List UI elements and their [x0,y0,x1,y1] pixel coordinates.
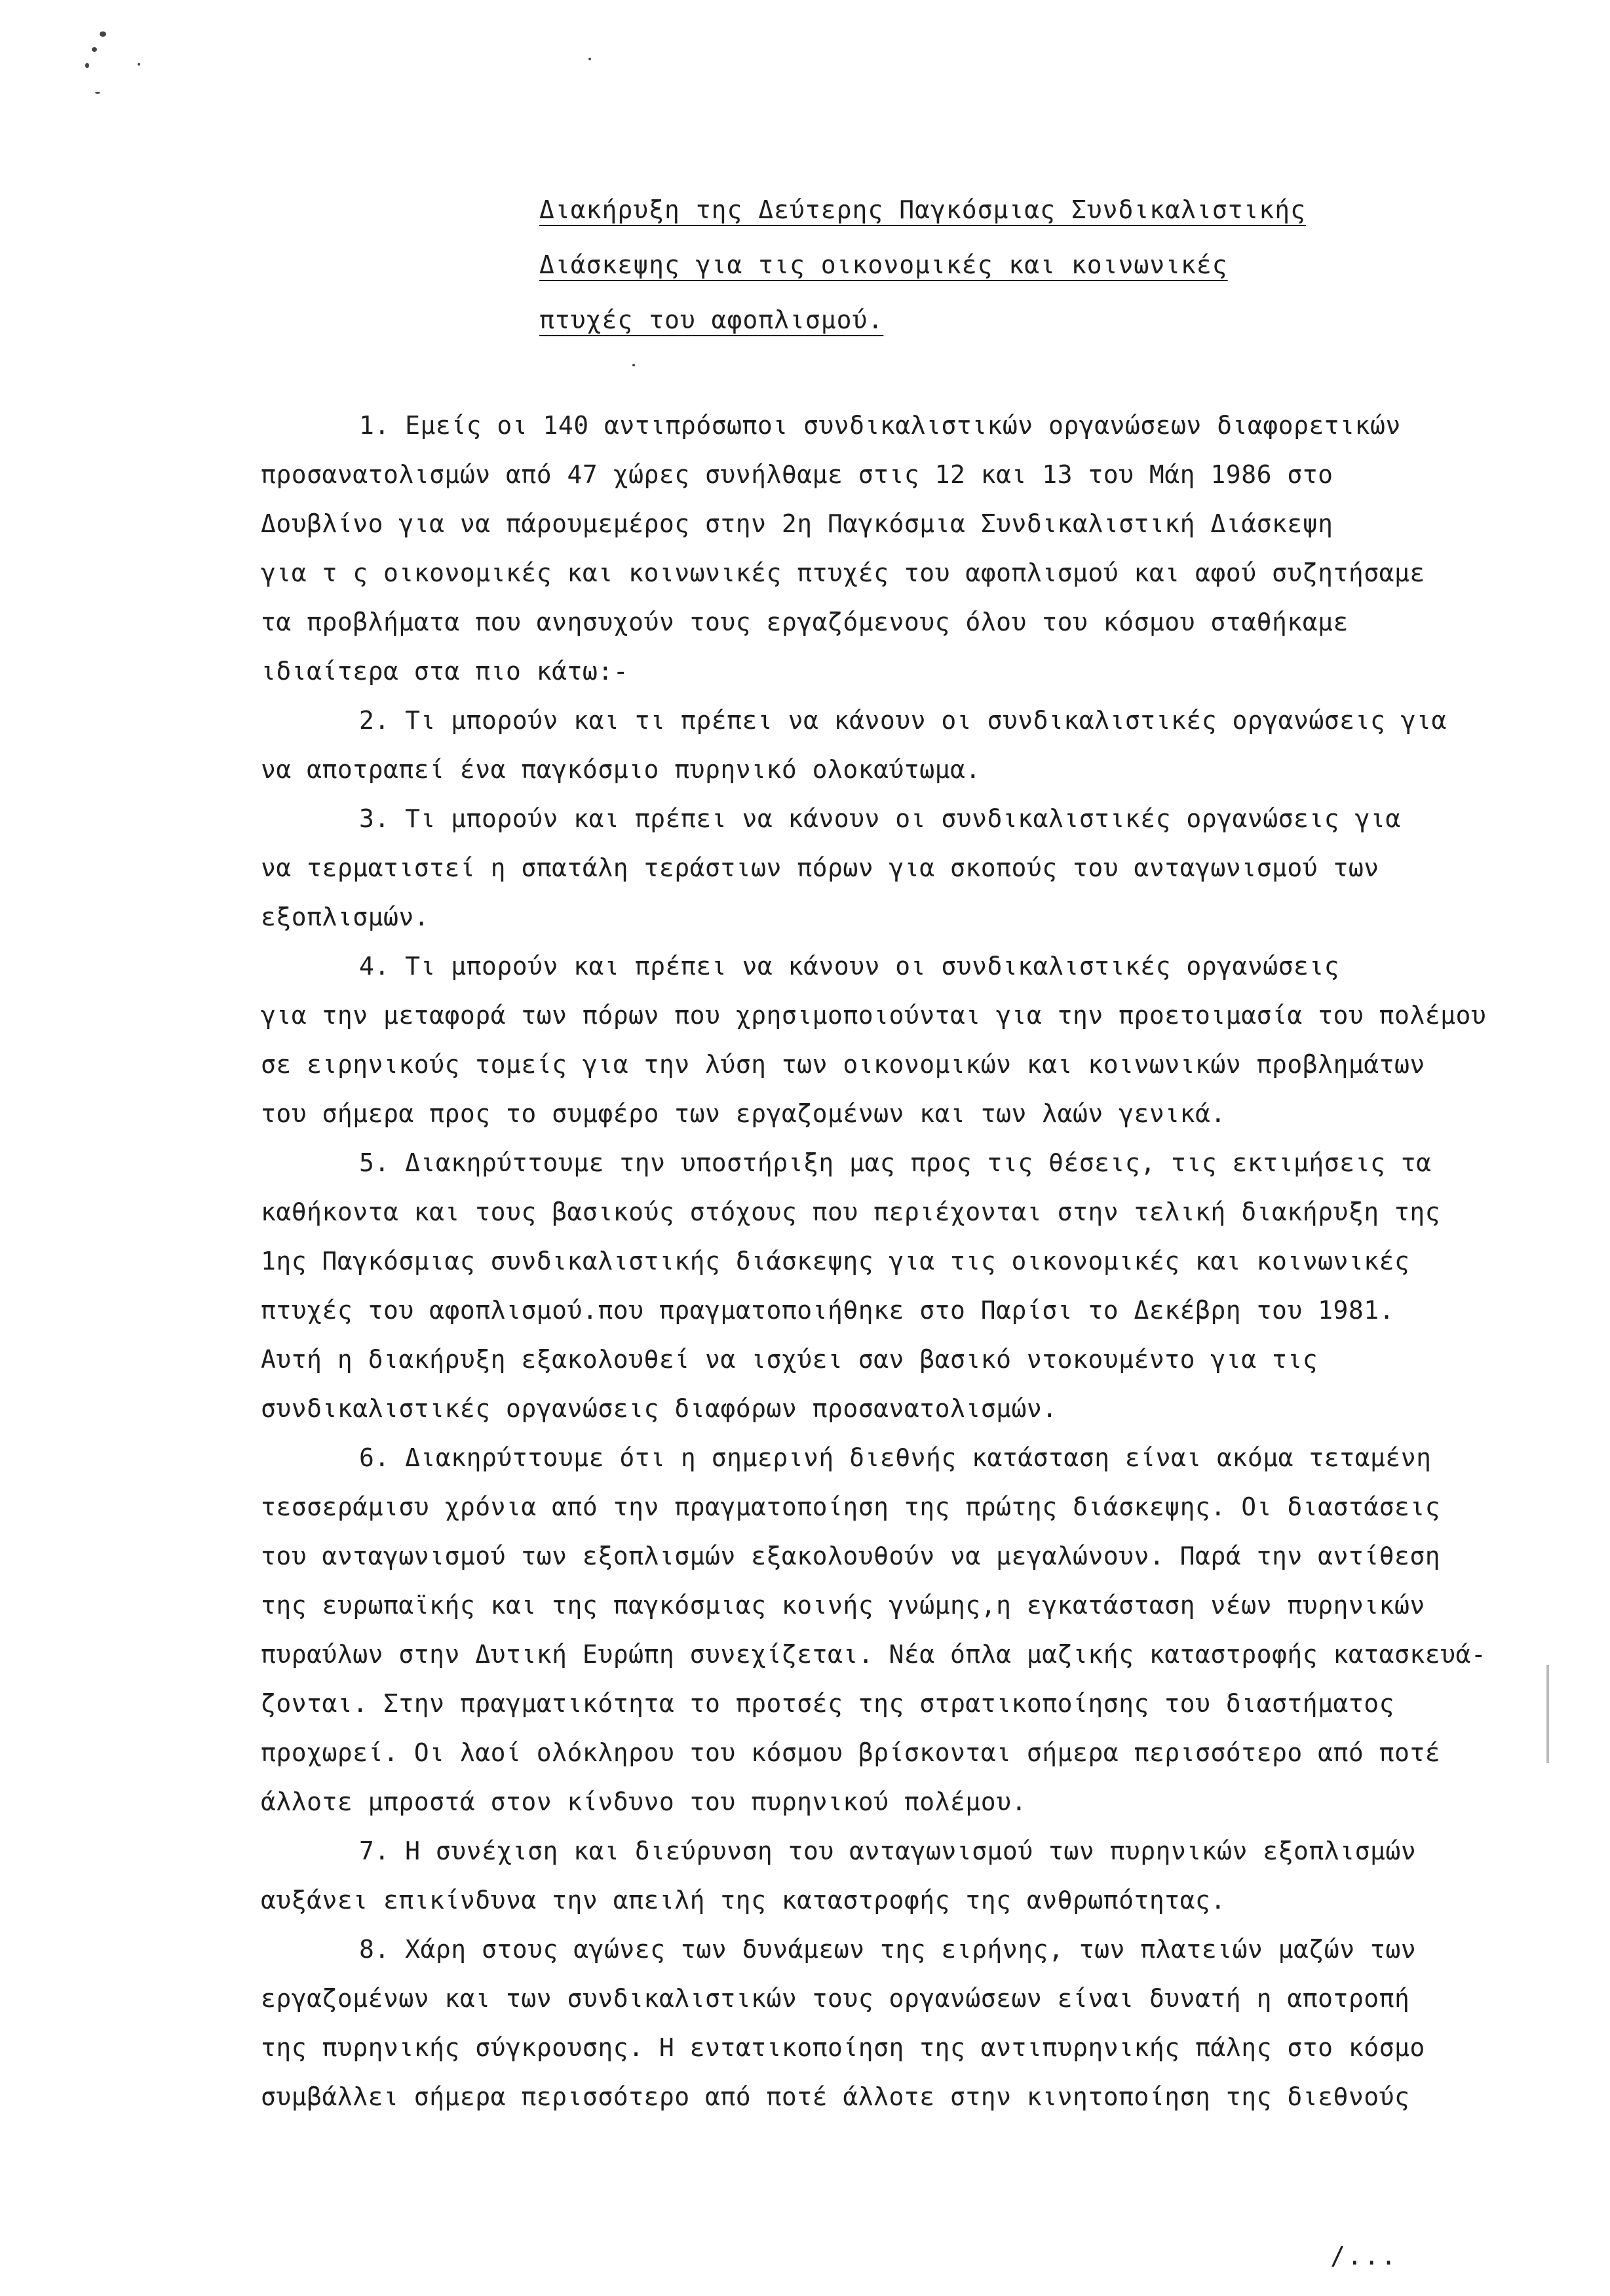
paragraph-5-line: πτυχές του αφοπλισμού.που πραγματοποιήθηκε στο Παρίσι το Δεκέβρη του 1981. [261,1296,1394,1325]
paragraph-1-line: Δουβλίνο για να πάρουμεμέρος στην 2η Παγκόσμια Συνδικαλιστική Διάσκεψη [261,509,1333,538]
paragraph-1-line: τα προβλήματα που ανησυχούν τους εργαζόμενους όλου του κόσμου σταθήκαμε [261,608,1349,636]
paragraph-1-line: προσανατολισμών από 47 χώρες συνήλθαμε στις 12 και 13 του Μάη 1986 στο [261,460,1333,489]
title-line-2: Διάσκεψης για τις οικονομικές και κοινωνικές [539,250,1228,279]
paragraph-5-line: καθήκοντα και τους βασικούς στόχους που περιέχονται στην τελική διακήρυξη της [261,1197,1441,1226]
title-line-3: πτυχές του αφοπλισμού. [539,305,884,334]
paragraph-3-line: να τερματιστεί η σπατάλη τεράστιων πόρων για σκοπούς του ανταγωνισμού των [261,853,1379,882]
scan-speck [85,63,89,68]
paragraph-6-line: του ανταγωνισμού των εξοπλισμών εξακολουθούν να μεγαλώνουν. Παρά την αντίθεση [261,1542,1441,1570]
paragraph-7-line: 7. Η συνέχιση και διεύρυνση του ανταγωνισμού των πυρηνικών εξοπλισμών [359,1837,1417,1865]
scan-speck [588,58,591,60]
scan-speck [92,47,97,52]
paragraph-4-line: 4. Τι μπορούν και πρέπει να κάνουν οι συνδικαλιστικές οργανώσεις [359,952,1340,981]
paragraph-5-line: Αυτή η διακήρυξη εξακολουθεί να ισχύει σαν βασικό ντοκουμέντο για τις [261,1345,1318,1374]
paragraph-6-line: τεσσεράμισυ χρόνια από την πραγματοποίηση της πρώτης διάσκεψης. Οι διαστάσεις [261,1492,1441,1521]
title-line-1: Διακήρυξη της Δεύτερης Παγκόσμιας Συνδικαλιστικής [539,195,1307,224]
scan-speck [100,31,106,37]
paragraph-1-line: 1. Εμείς οι 140 αντιπρόσωποι συνδικαλιστικών οργανώσεων διαφορετικών [359,411,1401,440]
paragraph-8-line: συμβάλλει σήμερα περισσότερο από ποτέ άλλοτε στην κινητοποίηση της διεθνούς [261,2082,1410,2111]
paragraph-8-line: εργαζομένων και των συνδικαλιστικών τους οργανώσεων είναι δυνατή η αποτροπή [261,1984,1410,2013]
document-body [261,401,1584,2122]
continuation-mark: /... [1330,2242,1398,2270]
paragraph-6-line: άλλοτε μπροστά στον κίνδυνο του πυρηνικού πολέμου. [261,1787,1027,1816]
paragraph-3-line: εξοπλισμών. [261,903,430,931]
paragraph-4-line: σε ειρηνικούς τομείς για την λύση των οικονομικών και κοινωνικών προβλημάτων [261,1050,1425,1079]
scan-speck [632,364,635,366]
paragraph-5-line: συνδικαλιστικές οργανώσεις διαφόρων προσανατολισμών. [261,1394,1058,1423]
paragraph-4-line: για την μεταφορά των πόρων που χρησιμοποιούνται για την προετοιμασία του πολέμου [261,1001,1487,1030]
paragraph-6-line: της ευρωπαϊκής και της παγκόσμιας κοινής γνώμης,η εγκατάσταση νέων πυρηνικών [261,1591,1425,1620]
paragraph-6-line: προχωρεί. Οι λαοί ολόκληρου του κόσμου βρίσκονται σήμερα περισσότερο από ποτέ [261,1738,1441,1767]
paragraph-5-line: 5. Διακηρύττουμε την υποστήριξη μας προς τις θέσεις, τις εκτιμήσεις τα [359,1148,1432,1177]
paragraph-4-line: του σήμερα προς το συμφέρο των εργαζομένων και των λαών γενικά. [261,1099,1226,1128]
paragraph-6-line: πυραύλων στην Δυτική Ευρώπη συνεχίζεται. Νέα όπλα μαζικής καταστροφής κατασκευά- [261,1640,1487,1669]
paragraph-6-line: 6. Διακηρύττουμε ότι η σημερινή διεθνής κατάσταση είναι ακόμα τεταμένη [359,1443,1432,1472]
paragraph-1-line: ιδιαίτερα στα πιο κάτω:- [261,657,629,686]
paragraph-2-line: να αποτραπεί ένα παγκόσμιο πυρηνικό ολοκαύτωμα. [261,755,981,784]
paragraph-7-line: αυξάνει επικίνδυνα την απειλή της καταστροφής της ανθρωπότητας. [261,1886,1226,1915]
scan-speck [138,63,140,66]
paragraph-5-line: 1ης Παγκόσμιας συνδικαλιστικής διάσκεψης για τις οικονομικές και κοινωνικές [261,1247,1410,1275]
paragraph-1-line: για τ ς οικονομικές και κοινωνικές πτυχές του αφοπλισμού και αφού συζητήσαμε [261,558,1425,587]
paragraph-6-line: ζονται. Στην πραγματικότητα το πρoτσές της στρατικοποίησης του διαστήματος [261,1689,1394,1718]
document-title [539,182,1457,347]
paragraph-2-line: 2. Τι μπορούν και τι πρέπει να κάνουν οι συνδικαλιστικές οργανώσεις για [359,706,1447,735]
paragraph-3-line: 3. Τι μπορούν και πρέπει να κάνουν οι συνδικαλιστικές οργανώσεις για [359,804,1401,833]
paragraph-8-line: της πυρηνικής σύγκρουσης. Η εντατικοποίηση της αντιπυρηνικής πάλης στο κόσμο [261,2033,1425,2062]
paragraph-8-line: 8. Χάρη στους αγώνες των δυνάμεων της ειρήνης, των πλατειών μαζών των [359,1935,1417,1964]
scan-speck [95,92,100,94]
